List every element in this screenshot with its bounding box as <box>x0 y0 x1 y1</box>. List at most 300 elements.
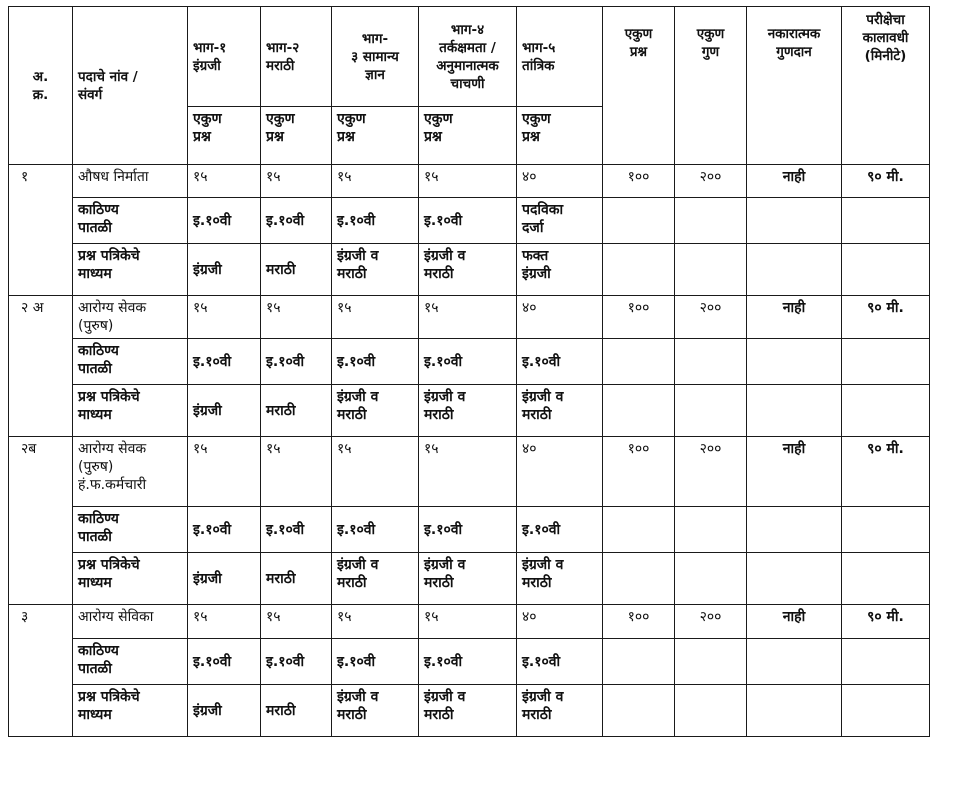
part1-difficulty <box>188 639 261 685</box>
part2-medium <box>261 244 332 296</box>
part5-questions-text: ४० <box>522 609 537 625</box>
total-marks <box>675 605 747 639</box>
empty-cell <box>675 339 747 385</box>
part4-medium <box>419 685 517 737</box>
part2-questions <box>261 296 332 339</box>
empty-cell <box>747 507 842 553</box>
part1-questions-text: १५ <box>193 441 208 457</box>
exam-duration-text: ९० मी. <box>867 300 904 316</box>
difficulty-label-line: काठिण्य <box>78 511 119 527</box>
part5-medium-line: मराठी <box>522 407 552 423</box>
total-marks-text: २०० <box>699 441 722 457</box>
header-part2-line: मराठी <box>266 57 295 74</box>
part1-difficulty-line: इ.१०वी <box>193 212 232 229</box>
part4-medium <box>419 244 517 296</box>
empty-cell <box>675 507 747 553</box>
part3-difficulty <box>332 639 419 685</box>
header-exam-duration-line: कालावधी <box>862 30 909 46</box>
post-name <box>73 605 188 639</box>
header-negative-marking-line: नकारात्मक <box>767 26 821 42</box>
part3-questions-text: १५ <box>337 441 352 457</box>
total-marks-text: २०० <box>699 609 722 625</box>
post-name-line: आरोग्य सेवक <box>78 441 147 457</box>
part2-difficulty-line: इ.१०वी <box>266 212 305 229</box>
part4-medium <box>419 385 517 437</box>
negative-marking-text: नाही <box>782 300 806 316</box>
header-part1 <box>188 7 261 107</box>
part1-questions-text: १५ <box>193 609 208 625</box>
part1-questions-text: १५ <box>193 169 208 185</box>
header-part1-line: भाग-१ <box>193 39 227 56</box>
part3-difficulty <box>332 507 419 553</box>
header-part3-line: भाग- <box>361 30 389 47</box>
difficulty-label-line: पातळी <box>78 529 112 545</box>
part5-questions <box>517 605 603 639</box>
medium-row <box>9 385 930 437</box>
header-part4-line: भाग-४ <box>450 21 485 38</box>
header-part3 <box>332 7 419 107</box>
difficulty-label <box>73 339 188 385</box>
part3-questions-text: १५ <box>337 609 352 625</box>
post-row <box>9 296 930 339</box>
header-part2-line: भाग-२ <box>266 39 300 56</box>
empty-cell <box>603 198 675 244</box>
part2-difficulty-line: इ.१०वी <box>266 521 305 538</box>
part1-medium-line: इंग्रजी <box>193 402 222 419</box>
total-questions <box>603 605 675 639</box>
part3-medium-line: इंग्रजी व <box>337 389 379 405</box>
part1-questions <box>188 605 261 639</box>
difficulty-label-line: काठिण्य <box>78 643 119 659</box>
part5-medium-line: मराठी <box>522 707 552 723</box>
post-name <box>73 296 188 339</box>
total-questions-text: १०० <box>627 169 650 185</box>
part5-difficulty-line: इ.१०वी <box>522 353 561 370</box>
subheader-part2-total-line: एकुण <box>266 111 295 127</box>
part1-difficulty-line: इ.१०वी <box>193 653 232 670</box>
empty-cell <box>842 244 930 296</box>
header-post-name <box>73 7 188 165</box>
part5-difficulty-line: इ.१०वी <box>522 521 561 538</box>
negative-marking-text: नाही <box>782 169 806 185</box>
empty-cell <box>747 198 842 244</box>
difficulty-label <box>73 639 188 685</box>
part4-medium-line: मराठी <box>424 575 454 591</box>
header-total-questions-line: प्रश्न <box>629 44 648 60</box>
part2-medium-line: मराठी <box>266 261 296 278</box>
subheader-part1-total-line: प्रश्न <box>193 129 211 145</box>
header-row <box>9 7 930 107</box>
exam-duration-text: ९० मी. <box>867 609 904 625</box>
part3-difficulty-line: इ.१०वी <box>337 653 376 670</box>
part3-medium-line: इंग्रजी व <box>337 689 379 705</box>
header-part5-line: तांत्रिक <box>522 57 555 74</box>
header-post-name-line: संवर्ग <box>78 86 103 103</box>
total-marks <box>675 437 747 507</box>
part3-medium-line: मराठी <box>337 266 367 282</box>
part4-difficulty <box>419 507 517 553</box>
part2-questions <box>261 165 332 198</box>
empty-cell <box>603 244 675 296</box>
empty-cell <box>747 339 842 385</box>
total-marks <box>675 165 747 198</box>
header-sr-no <box>9 7 73 165</box>
sr-no <box>9 296 73 437</box>
exam-duration <box>842 296 930 339</box>
part1-questions <box>188 437 261 507</box>
part3-questions <box>332 165 419 198</box>
part3-difficulty <box>332 339 419 385</box>
header-negative-marking-line: गुणदान <box>776 44 812 60</box>
part5-difficulty-line: दर्जा <box>522 220 544 236</box>
part2-difficulty-line: इ.१०वी <box>266 353 305 370</box>
header-part3-line: ज्ञान <box>365 66 385 83</box>
subheader-part1-total <box>188 107 261 165</box>
part4-medium-line: इंग्रजी व <box>424 689 466 705</box>
total-marks <box>675 296 747 339</box>
part4-difficulty-line: इ.१०वी <box>424 521 463 538</box>
part1-questions <box>188 165 261 198</box>
subheader-part1-total-line: एकुण <box>193 111 222 127</box>
header-total-marks-line: एकुण <box>696 26 725 42</box>
part2-difficulty <box>261 507 332 553</box>
sr-no-text: २ अ <box>21 300 44 316</box>
sr-no-text: १ <box>21 169 29 185</box>
empty-cell <box>603 507 675 553</box>
part2-difficulty <box>261 339 332 385</box>
part4-difficulty <box>419 339 517 385</box>
header-total-marks-line: गुण <box>701 44 720 60</box>
negative-marking <box>747 605 842 639</box>
difficulty-label-line: पातळी <box>78 220 112 236</box>
part3-medium-line: इंग्रजी व <box>337 248 379 264</box>
part5-questions <box>517 165 603 198</box>
header-negative-marking <box>747 7 842 165</box>
header-part5 <box>517 7 603 107</box>
part1-difficulty <box>188 339 261 385</box>
header-exam-duration <box>842 7 930 165</box>
part1-medium <box>188 244 261 296</box>
medium-label-line: माध्यम <box>78 707 112 723</box>
part4-medium-line: इंग्रजी व <box>424 389 466 405</box>
subheader-part4-total <box>419 107 517 165</box>
difficulty-row <box>9 639 930 685</box>
empty-cell <box>842 385 930 437</box>
medium-label <box>73 685 188 737</box>
empty-cell <box>747 244 842 296</box>
part1-medium-line: इंग्रजी <box>193 702 222 719</box>
total-questions-text: १०० <box>627 300 650 316</box>
part4-medium-line: इंग्रजी व <box>424 248 466 264</box>
header-total-questions-line: एकुण <box>624 26 653 42</box>
post-name-line: (पुरुष) <box>78 459 114 475</box>
post-name <box>73 165 188 198</box>
negative-marking-text: नाही <box>782 609 806 625</box>
difficulty-label-line: काठिण्य <box>78 202 119 218</box>
part5-medium-line: फक्त <box>522 248 549 264</box>
part2-questions-text: १५ <box>266 609 281 625</box>
part4-questions <box>419 165 517 198</box>
part1-questions <box>188 296 261 339</box>
part4-medium-line: मराठी <box>424 407 454 423</box>
medium-row <box>9 553 930 605</box>
empty-cell <box>747 639 842 685</box>
part5-medium-line: मराठी <box>522 575 552 591</box>
difficulty-row <box>9 507 930 553</box>
empty-cell <box>842 198 930 244</box>
header-sr-no-line: क्र. <box>32 86 49 103</box>
part3-difficulty-line: इ.१०वी <box>337 353 376 370</box>
part5-medium <box>517 385 603 437</box>
part3-difficulty-line: इ.१०वी <box>337 521 376 538</box>
part1-questions-text: १५ <box>193 300 208 316</box>
difficulty-label-line: काठिण्य <box>78 343 119 359</box>
part5-difficulty-line: पदविका <box>522 202 564 218</box>
part2-medium <box>261 553 332 605</box>
medium-label <box>73 244 188 296</box>
difficulty-label-line: पातळी <box>78 661 112 677</box>
header-part5-line: भाग-५ <box>522 39 556 56</box>
exam-pattern-table <box>8 6 930 737</box>
empty-cell <box>675 553 747 605</box>
part2-questions-text: १५ <box>266 441 281 457</box>
subheader-part3-total-line: एकुण <box>337 111 366 127</box>
part3-medium <box>332 244 419 296</box>
negative-marking <box>747 437 842 507</box>
post-name-line: (पुरुष) <box>78 318 114 334</box>
header-sr-no-line: अ. <box>32 68 49 85</box>
empty-cell <box>675 639 747 685</box>
part5-questions <box>517 437 603 507</box>
subheader-part5-total <box>517 107 603 165</box>
subheader-part3-total <box>332 107 419 165</box>
sr-no-text: २ब <box>21 441 37 457</box>
part5-medium-line: इंग्रजी व <box>522 689 564 705</box>
subheader-part3-total-line: प्रश्न <box>337 129 355 145</box>
subheader-part4-total-line: प्रश्न <box>424 129 442 145</box>
part5-medium-line: इंग्रजी <box>522 266 551 282</box>
empty-cell <box>747 553 842 605</box>
part4-medium-line: इंग्रजी व <box>424 557 466 573</box>
empty-cell <box>603 385 675 437</box>
sr-no <box>9 165 73 296</box>
empty-cell <box>675 385 747 437</box>
part2-medium-line: मराठी <box>266 570 296 587</box>
empty-cell <box>603 339 675 385</box>
part2-questions-text: १५ <box>266 300 281 316</box>
post-row <box>9 165 930 198</box>
part5-difficulty <box>517 198 603 244</box>
header-part1-line: इंग्रजी <box>193 57 221 74</box>
difficulty-label <box>73 198 188 244</box>
part4-difficulty <box>419 639 517 685</box>
medium-label-line: प्रश्न पत्रिकेचे <box>78 248 140 264</box>
subheader-part5-total-line: प्रश्न <box>522 129 540 145</box>
medium-label <box>73 385 188 437</box>
post-row <box>9 605 930 639</box>
empty-cell <box>675 685 747 737</box>
subheader-part4-total-line: एकुण <box>424 111 453 127</box>
negative-marking-text: नाही <box>782 441 806 457</box>
part5-medium-line: इंग्रजी व <box>522 389 564 405</box>
part4-difficulty-line: इ.१०वी <box>424 212 463 229</box>
part2-medium <box>261 385 332 437</box>
part2-medium <box>261 685 332 737</box>
header-total-questions <box>603 7 675 165</box>
post-name-line: आरोग्य सेविका <box>78 609 154 625</box>
medium-label-line: प्रश्न पत्रिकेचे <box>78 689 140 705</box>
part5-questions <box>517 296 603 339</box>
part4-difficulty <box>419 198 517 244</box>
part4-medium-line: मराठी <box>424 266 454 282</box>
part1-difficulty-line: इ.१०वी <box>193 353 232 370</box>
header-part4-line: अनुमानात्मक <box>436 57 499 74</box>
empty-cell <box>747 385 842 437</box>
header-part4-line: तर्कक्षमता / <box>439 39 496 56</box>
header-exam-duration-line: (मिनीटे) <box>864 48 907 64</box>
medium-label-line: माध्यम <box>78 266 112 282</box>
subheader-part2-total-line: प्रश्न <box>266 129 284 145</box>
difficulty-row <box>9 198 930 244</box>
part5-difficulty-line: इ.१०वी <box>522 653 561 670</box>
part4-questions-text: १५ <box>424 441 439 457</box>
part5-medium <box>517 244 603 296</box>
part4-questions <box>419 296 517 339</box>
medium-label-line: प्रश्न पत्रिकेचे <box>78 557 140 573</box>
part4-questions <box>419 437 517 507</box>
sr-no <box>9 437 73 605</box>
post-name-line: आरोग्य सेवक <box>78 300 147 316</box>
medium-row <box>9 685 930 737</box>
post-name-line: हं.फ.कर्मचारी <box>78 477 147 493</box>
part2-medium-line: मराठी <box>266 402 296 419</box>
header-part3-line: ३ सामान्य <box>351 48 399 65</box>
part4-questions-text: १५ <box>424 609 439 625</box>
medium-label <box>73 553 188 605</box>
part5-difficulty <box>517 339 603 385</box>
medium-row <box>9 244 930 296</box>
part3-medium <box>332 685 419 737</box>
exam-duration-text: ९० मी. <box>867 169 904 185</box>
part1-difficulty <box>188 198 261 244</box>
part5-medium <box>517 553 603 605</box>
empty-cell <box>603 553 675 605</box>
medium-label-line: प्रश्न पत्रिकेचे <box>78 389 140 405</box>
part2-difficulty <box>261 639 332 685</box>
exam-duration <box>842 605 930 639</box>
part3-questions-text: १५ <box>337 300 352 316</box>
part1-medium <box>188 385 261 437</box>
empty-cell <box>603 639 675 685</box>
empty-cell <box>675 244 747 296</box>
part3-difficulty-line: इ.१०वी <box>337 212 376 229</box>
difficulty-label <box>73 507 188 553</box>
part2-difficulty-line: इ.१०वी <box>266 653 305 670</box>
part3-medium-line: मराठी <box>337 707 367 723</box>
part3-questions <box>332 605 419 639</box>
empty-cell <box>603 685 675 737</box>
part5-questions-text: ४० <box>522 300 537 316</box>
total-questions <box>603 437 675 507</box>
sr-no-text: ३ <box>21 609 29 625</box>
empty-cell <box>675 198 747 244</box>
header-total-marks <box>675 7 747 165</box>
negative-marking <box>747 165 842 198</box>
subheader-part5-total-line: एकुण <box>522 111 551 127</box>
part3-medium <box>332 553 419 605</box>
part1-medium <box>188 553 261 605</box>
post-name <box>73 437 188 507</box>
part3-medium <box>332 385 419 437</box>
total-marks-text: २०० <box>699 169 722 185</box>
part2-questions <box>261 605 332 639</box>
exam-duration <box>842 165 930 198</box>
difficulty-label-line: पातळी <box>78 361 112 377</box>
total-questions-text: १०० <box>627 609 650 625</box>
header-part2 <box>261 7 332 107</box>
part5-questions-text: ४० <box>522 169 537 185</box>
header-post-name-line: पदाचे नांव / <box>78 68 138 85</box>
post-name-line: औषध निर्माता <box>78 169 149 185</box>
exam-duration-text: ९० मी. <box>867 441 904 457</box>
part4-difficulty-line: इ.१०वी <box>424 353 463 370</box>
part4-questions-text: १५ <box>424 300 439 316</box>
part3-medium-line: मराठी <box>337 575 367 591</box>
part3-medium-line: इंग्रजी व <box>337 557 379 573</box>
post-row <box>9 437 930 507</box>
part3-medium-line: मराठी <box>337 407 367 423</box>
empty-cell <box>842 507 930 553</box>
sr-no <box>9 605 73 737</box>
part5-questions-text: ४० <box>522 441 537 457</box>
header-part4 <box>419 7 517 107</box>
part2-medium-line: मराठी <box>266 702 296 719</box>
part4-medium-line: मराठी <box>424 707 454 723</box>
part2-difficulty <box>261 198 332 244</box>
part4-questions-text: १५ <box>424 169 439 185</box>
empty-cell <box>842 553 930 605</box>
header-part4-line: चाचणी <box>450 75 485 92</box>
part3-questions <box>332 296 419 339</box>
part1-medium <box>188 685 261 737</box>
negative-marking <box>747 296 842 339</box>
empty-cell <box>842 339 930 385</box>
empty-cell <box>842 685 930 737</box>
part5-medium-line: इंग्रजी व <box>522 557 564 573</box>
empty-cell <box>842 639 930 685</box>
part5-difficulty <box>517 507 603 553</box>
total-marks-text: २०० <box>699 300 722 316</box>
medium-label-line: माध्यम <box>78 575 112 591</box>
part1-medium-line: इंग्रजी <box>193 570 222 587</box>
part1-difficulty <box>188 507 261 553</box>
subheader-part2-total <box>261 107 332 165</box>
medium-label-line: माध्यम <box>78 407 112 423</box>
header-exam-duration-line: परीक्षेचा <box>866 12 905 28</box>
part1-difficulty-line: इ.१०वी <box>193 521 232 538</box>
part4-questions <box>419 605 517 639</box>
part3-questions-text: १५ <box>337 169 352 185</box>
part2-questions-text: १५ <box>266 169 281 185</box>
part3-difficulty <box>332 198 419 244</box>
total-questions <box>603 165 675 198</box>
part4-medium <box>419 553 517 605</box>
exam-duration <box>842 437 930 507</box>
part5-difficulty <box>517 639 603 685</box>
difficulty-row <box>9 339 930 385</box>
part4-difficulty-line: इ.१०वी <box>424 653 463 670</box>
part5-medium <box>517 685 603 737</box>
